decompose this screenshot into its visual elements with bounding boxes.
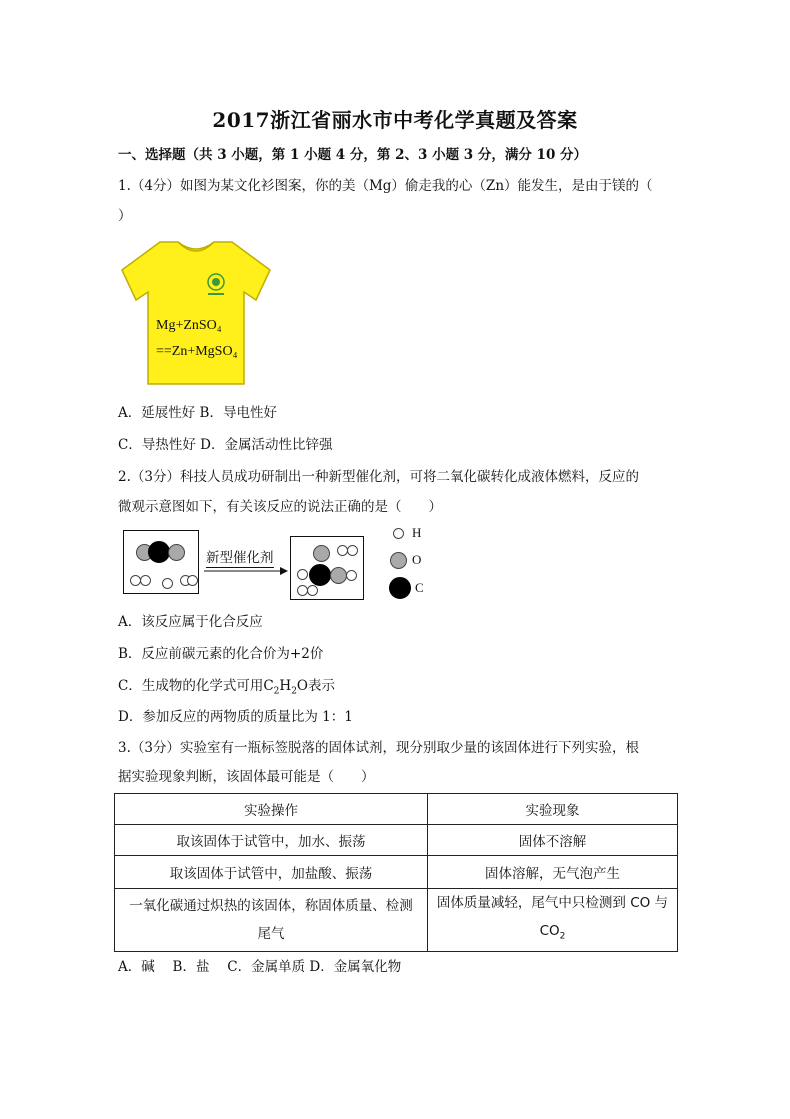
oxygen-atom [168, 544, 185, 561]
reaction-diagram [118, 522, 438, 606]
experiment-table [114, 793, 678, 952]
table-cell: 固体不溶解 [428, 825, 678, 856]
oxygen-atom [330, 567, 347, 584]
table-cell: 一氧化碳通过炽热的该固体，称固体质量、检测 尾气 [115, 889, 428, 952]
q1-stem-line1: 1.（4分）如图为某文化衫图案，你的美（Mg）偷走我的心（Zn）能发生，是由于镁的（ [118, 178, 653, 194]
legend-oxygen-icon [390, 552, 407, 569]
q2-option-b: B．反应前碳元素的化合价为+2价 [118, 646, 324, 662]
q2-option-d: D．参加反应的两物质的质量比为 1：1 [118, 709, 353, 725]
legend-carbon-icon [389, 577, 411, 599]
table-header-cell: 实验现象 [428, 794, 678, 825]
q2-stem-line2: 微观示意图如下，有关该反应的说法正确的是（ ） [118, 499, 442, 515]
shirt-equation-line2: ==Zn+MgSO₄ [156, 344, 238, 359]
page-title: 2017浙江省丽水市中考化学真题及答案 [212, 108, 578, 132]
table-row [115, 856, 678, 889]
table-header-cell: 实验操作 [115, 794, 428, 825]
table-row [115, 825, 678, 856]
hydrogen-atom [140, 575, 151, 586]
hydrogen-atom [347, 545, 358, 556]
catalyst-label: 新型催化剂 [206, 546, 274, 568]
hydrogen-atom [162, 578, 173, 589]
q3-options: A．碱 B．盐 C．金属单质 D．金属氧化物 [118, 959, 402, 975]
q1-stem-line2: ） [118, 208, 132, 224]
q1-options-line1: A．延展性好 B．导电性好 [118, 405, 277, 421]
carbon-atom [309, 564, 331, 586]
table-cell: 固体质量减轻，尾气中只检测到 CO 与 $CO_2$ [428, 889, 678, 952]
legend-hydrogen-label: H [412, 525, 422, 540]
q2-option-a: A．该反应属于化合反应 [118, 614, 263, 630]
table-header-row [115, 794, 678, 825]
table-cell: 取该固体于试管中，加水、振荡 [115, 825, 428, 856]
table-cell: 取该固体于试管中，加盐酸、振荡 [115, 856, 428, 889]
oxygen-atom [313, 545, 330, 562]
hydrogen-atom [307, 585, 318, 596]
hydrogen-atom [346, 570, 357, 581]
hydrogen-atom [187, 575, 198, 586]
q2-option-c: C．生成物的化学式可用$C_2H_2O$表示 [118, 678, 335, 697]
carbon-atom [148, 541, 170, 563]
hydrogen-atom [297, 569, 308, 580]
q3-stem-line2: 据实验现象判断，该固体最可能是（ ） [118, 769, 375, 785]
shirt-equation-line1: Mg+ZnSO₄ [156, 318, 222, 333]
reaction-arrow-icon [204, 566, 288, 576]
q1-options-line2: C．导热性好 D．金属活动性比锌强 [118, 437, 333, 453]
legend-hydrogen-icon [393, 528, 404, 539]
legend-oxygen-label: O [412, 552, 422, 567]
table-cell: 固体溶解，无气泡产生 [428, 856, 678, 889]
tshirt-icon [120, 240, 272, 386]
q3-stem-line1: 3.（3分）实验室有一瓶标签脱落的固体试剂，现分别取少量的该固体进行下列实验，根 [118, 740, 639, 756]
reactant-box [123, 530, 199, 594]
tshirt-figure [120, 240, 272, 386]
q2-stem-line1: 2.（3分）科技人员成功研制出一种新型催化剂，可将二氧化碳转化成液体燃料，反应的 [118, 469, 639, 485]
table-row [115, 889, 678, 952]
legend-carbon-label: C [415, 580, 424, 595]
product-box [290, 536, 364, 600]
section-heading: 一、选择题（共 3 小题，第 1 小题 4 分，第 2、3 小题 3 分，满分 10 分） [118, 147, 588, 163]
